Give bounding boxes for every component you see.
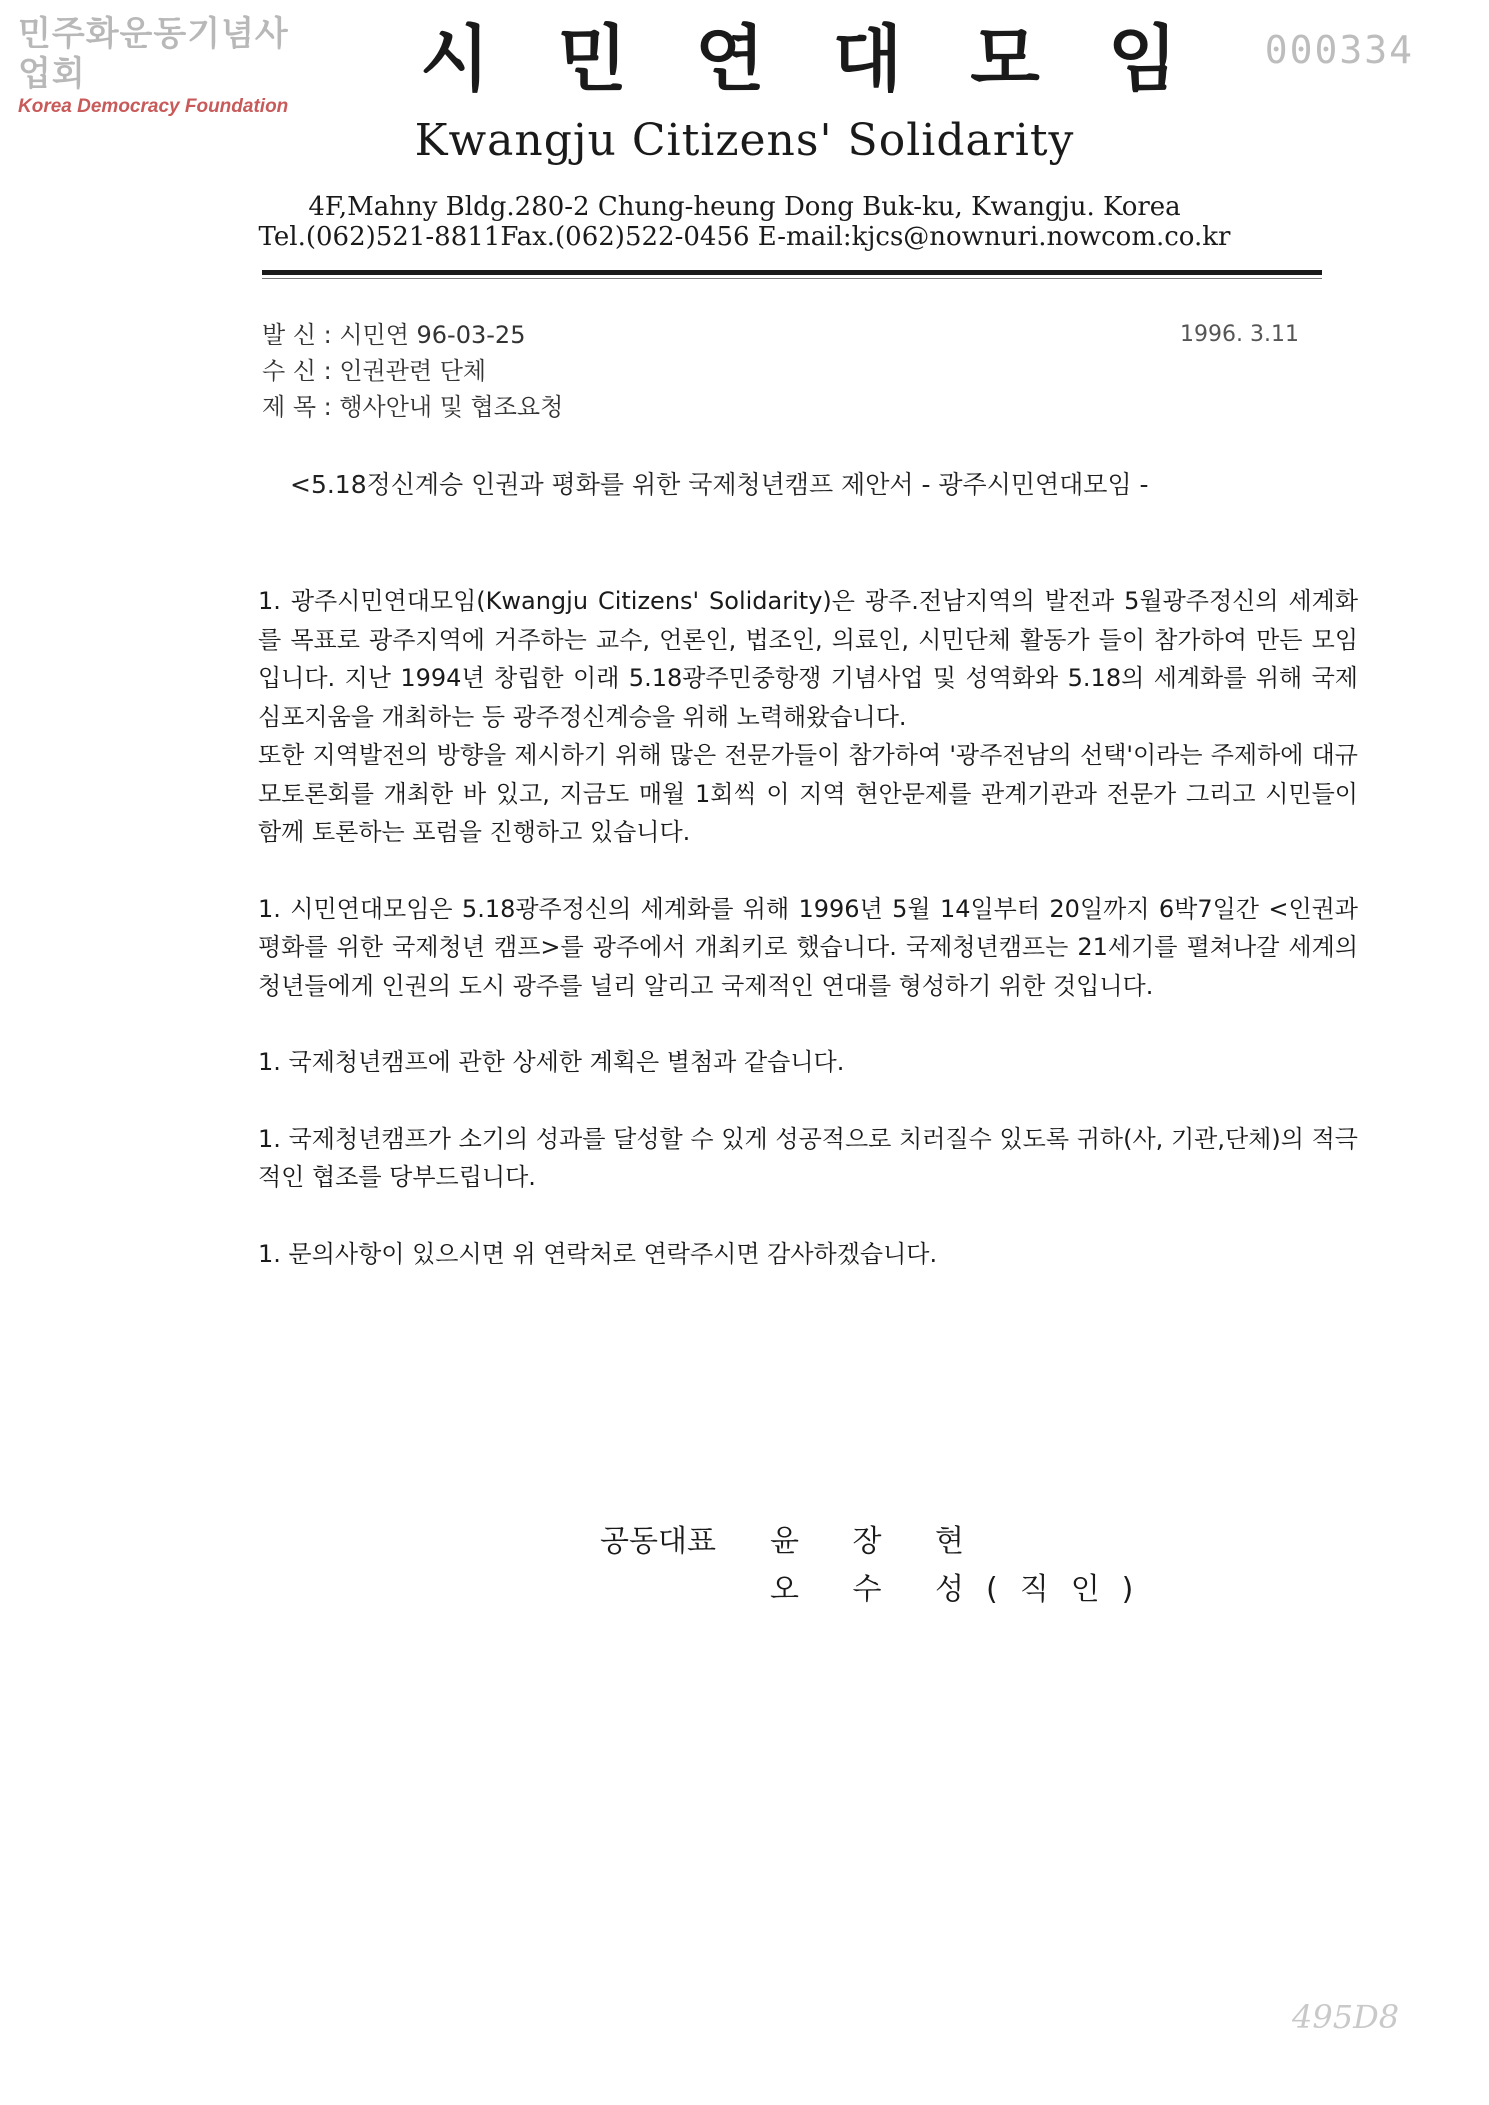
meta-date: 1996. 3.11 [1180, 322, 1299, 347]
meta-title: 제 목 : 행사안내 및 협조요청 [262, 393, 564, 421]
paragraph: 1. 국제청년캠프가 소기의 성과를 달성할 수 있게 성공적으로 치러질수 있도록 귀하(사, 기관,단체)의 적극적인 협조를 당부드립니다. [258, 1124, 1358, 1191]
org-name-korean: 시민연대모임 [420, 17, 1246, 101]
document-number: 000334 [1264, 28, 1414, 72]
subject-line: <5.18정신계승 인권과 평화를 위한 국제청년캠프 제안서 - 광주시민연대모임 - [290, 470, 1149, 499]
letterhead-rule-thin [262, 278, 1322, 279]
letterhead-rule [262, 270, 1322, 275]
signature-name-2: 오 수 성(직인) [770, 1572, 1156, 1607]
paragraph: 1. 시민연대모임은 5.18광주정신의 세계화를 위해 1996년 5월 14일부터 20일까지 6박7일간 <인권과 평화를 위한 국제청년 캠프>를 광주에서 개최키로 했습니다. 국제청년캠프는 21세기를 펼쳐나갈 세계의 청년들에게 인권의 도시 광주를 널리 알리고 국제적인 연대를 형성하기 위한 것입니다. [258, 894, 1358, 1000]
signature-name-1: 윤 장 현 [770, 1524, 987, 1559]
address-line: 4F,Mahny Bldg.280-2 Chung-heung Dong Buk-ku, Kwangju. Korea [308, 192, 1181, 222]
paragraph: 1. 국제청년캠프에 관한 상세한 계획은 별첨과 같습니다. [258, 1048, 845, 1076]
watermark-logo [18, 14, 318, 118]
signature-block [600, 1518, 1155, 1614]
page-mark: 495D8 [1292, 1998, 1400, 2036]
org-name-english: Kwangju Citizens' Solidarity [414, 115, 1075, 166]
meta-recipient: 수 신 : 인권관련 단체 [262, 357, 487, 385]
watermark-korean: 민주화운동기념사업회 [18, 14, 289, 94]
paragraph: 또한 지역발전의 방향을 제시하기 위해 많은 전문가들이 참가하여 '광주전남의 선택'이라는 주제하에 대규모토론회를 개최한 바 있고, 지금도 매월 1회씩 이 지역 현안문제를 관계기관과 전문가 그리고 시민들이 함께 토론하는 포럼을 진행하고 있습니다. [258, 741, 1358, 846]
contact-line: Tel.(062)521-8811Fax.(062)522-0456 E-mail:kjcs@nownuri.nowcom.co.kr [258, 222, 1231, 252]
letter-body [258, 582, 1358, 1273]
watermark-english: Korea Democracy Foundation [18, 96, 289, 117]
paragraph: 1. 문의사항이 있으시면 위 연락처로 연락주시면 감사하겠습니다. [258, 1239, 938, 1268]
meta-sender: 발 신 : 시민연 96-03-25 [262, 321, 526, 349]
signature-role: 공동대표 [600, 1524, 716, 1559]
paragraph: 1. 광주시민연대모임(Kwangju Citizens' Solidarity)은 광주.전남지역의 발전과 5월광주정신의 세계화를 목표로 광주지역에 거주하는 교수, 언론인, 법조인, 의료인, 시민단체 활동가 들이 참가하여 만든 모임입니다. 지난 1994년 창립한 이래 5.18광주민중항쟁 기념사업 및 성역화와 5.18의 세계화를 위해 국제심포지움을 개최하는 등 광주정신계승을 위해 노력해왔습니다. [258, 587, 1358, 731]
